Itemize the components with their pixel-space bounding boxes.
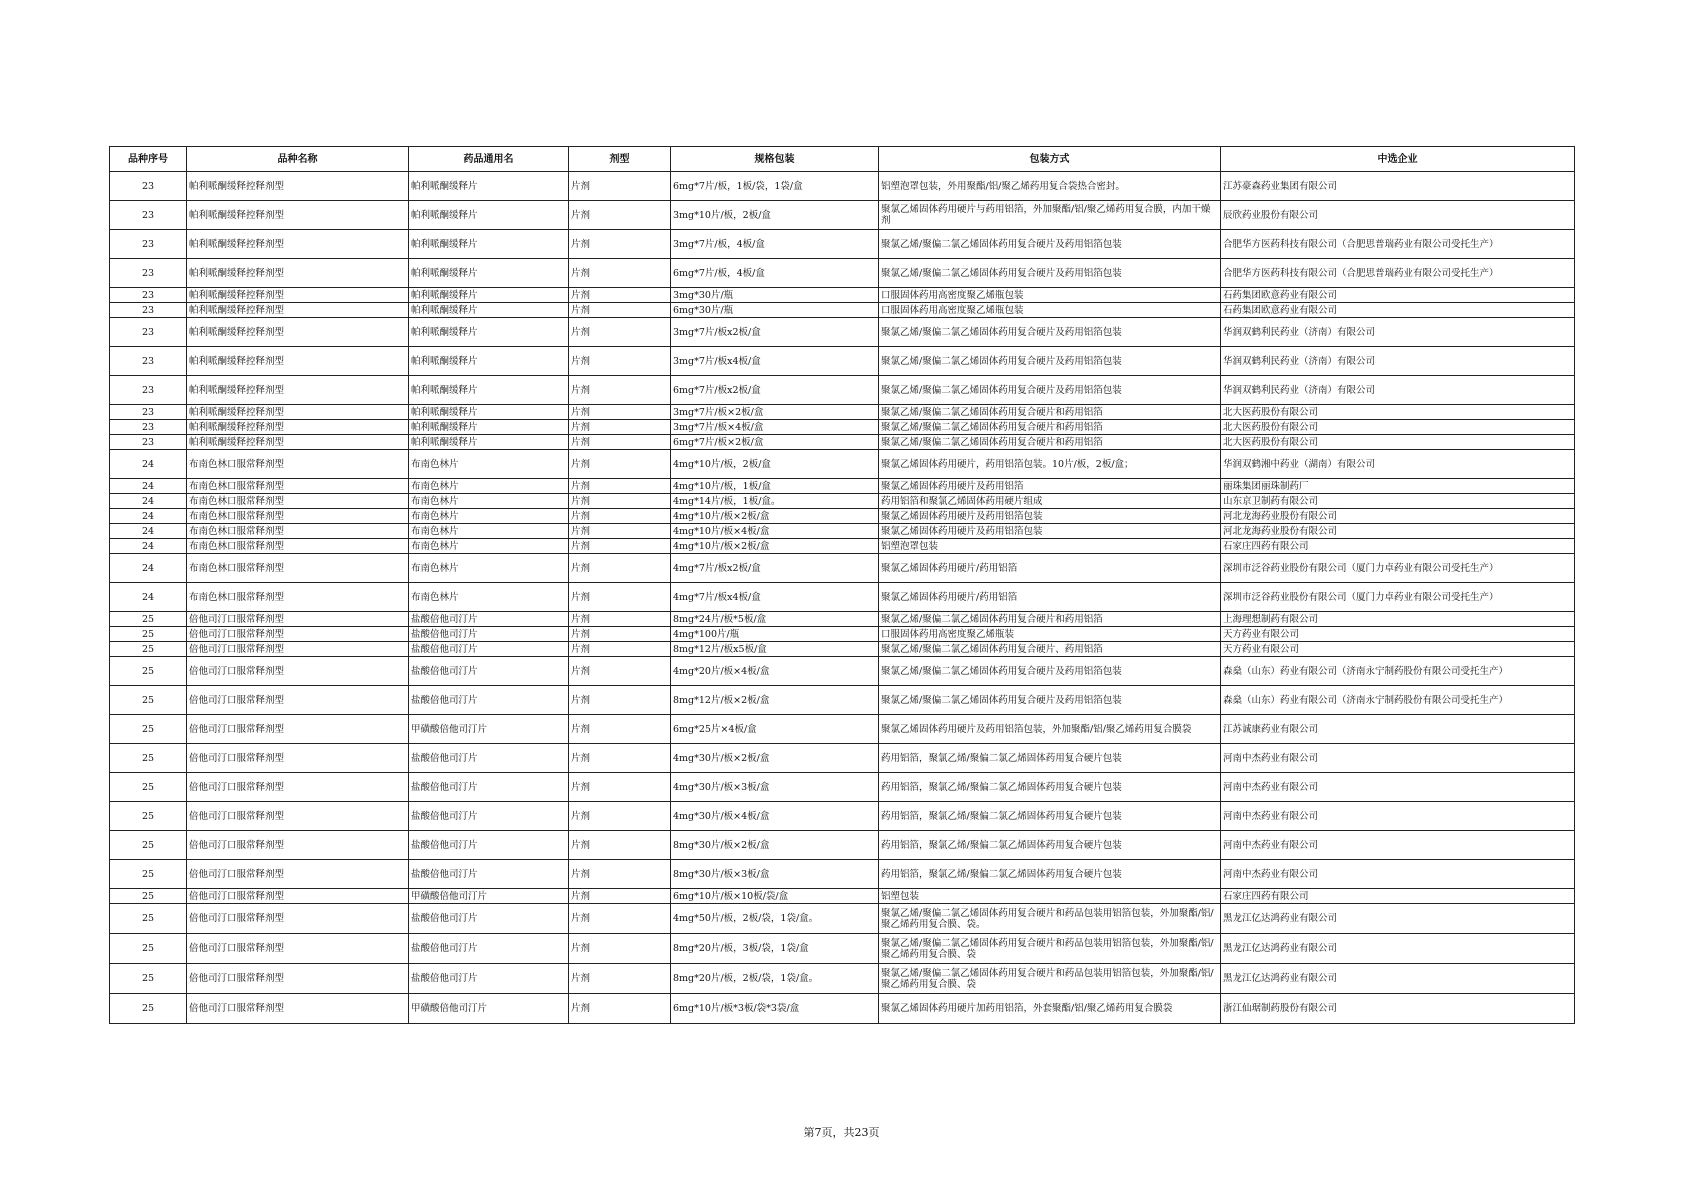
table-row	[110, 318, 1575, 347]
generic-name-cell: 布南色林片	[409, 583, 569, 612]
table-header-row	[110, 147, 1575, 172]
table-row	[110, 405, 1575, 420]
spec-cell: 3mg*7片/板×2板/盒	[671, 405, 879, 420]
packaging-cell: 聚氯乙烯固体药用硬片/药用铝箔	[879, 583, 1221, 612]
generic-name-cell: 盐酸倍他司汀片	[409, 773, 569, 802]
packaging-cell: 聚氯乙烯固体药用硬片及药用铝箔	[879, 479, 1221, 494]
generic-name-cell: 盐酸倍他司汀片	[409, 627, 569, 642]
spec-cell: 8mg*12片/板×2板/盒	[671, 686, 879, 715]
serial-cell: 25	[110, 773, 187, 802]
serial-cell: 23	[110, 405, 187, 420]
company-cell: 华润双鹤利民药业（济南）有限公司	[1221, 318, 1575, 347]
packaging-cell: 聚氯乙烯/聚偏二氯乙烯固体药用复合硬片和药用铝箔	[879, 420, 1221, 435]
packaging-cell: 口服固体药用高密度聚乙烯瓶包装	[879, 288, 1221, 303]
spec-cell: 4mg*100片/瓶	[671, 627, 879, 642]
packaging-cell: 聚氯乙烯/聚偏二氯乙烯固体药用复合硬片和药品包装用铝箔包装，外加聚酯/铝/聚乙烯药用复合膜、袋。	[879, 904, 1221, 934]
dosage-form-cell: 片剂	[569, 889, 671, 904]
company-cell: 河北龙海药业股份有限公司	[1221, 524, 1575, 539]
spec-cell: 3mg*7片/板×4板/盒	[671, 420, 879, 435]
packaging-cell: 聚氯乙烯/聚偏二氯乙烯固体药用复合硬片和药用铝箔	[879, 435, 1221, 450]
company-cell: 深圳市泛谷药业股份有限公司（厦门力卓药业有限公司受托生产）	[1221, 583, 1575, 612]
generic-name-cell: 布南色林片	[409, 479, 569, 494]
page-footer: 第7页，共23页	[803, 1126, 880, 1139]
col-header-serial: 品种序号	[110, 147, 187, 172]
table-row	[110, 994, 1575, 1024]
company-cell: 上海理想制药有限公司	[1221, 612, 1575, 627]
company-cell: 黑龙江亿达鸿药业有限公司	[1221, 934, 1575, 964]
table-row	[110, 303, 1575, 318]
dosage-form-cell: 片剂	[569, 860, 671, 889]
spec-cell: 8mg*20片/板，2板/袋，1袋/盒。	[671, 964, 879, 994]
company-cell: 北大医药股份有限公司	[1221, 435, 1575, 450]
company-cell: 河南中杰药业有限公司	[1221, 860, 1575, 889]
variety-cell: 布南色林口服常释剂型	[187, 450, 409, 479]
spec-cell: 8mg*24片/板*5板/盒	[671, 612, 879, 627]
spec-cell: 4mg*50片/板，2板/袋，1袋/盒。	[671, 904, 879, 934]
company-cell: 丽珠集团丽珠制药厂	[1221, 479, 1575, 494]
variety-cell: 帕利哌酮缓释控释剂型	[187, 288, 409, 303]
company-cell: 河北龙海药业股份有限公司	[1221, 509, 1575, 524]
serial-cell: 25	[110, 831, 187, 860]
variety-cell: 倍他司汀口服常释剂型	[187, 904, 409, 934]
generic-name-cell: 布南色林片	[409, 539, 569, 554]
table-row	[110, 420, 1575, 435]
dosage-form-cell: 片剂	[569, 172, 671, 201]
table-row	[110, 201, 1575, 230]
packaging-cell: 聚氯乙烯固体药用硬片与药用铝箔，外加聚酯/铝/聚乙烯药用复合膜，内加干燥剂	[879, 201, 1221, 230]
generic-name-cell: 盐酸倍他司汀片	[409, 934, 569, 964]
packaging-cell: 聚氯乙烯/聚偏二氯乙烯固体药用复合硬片和药用铝箔	[879, 612, 1221, 627]
packaging-cell: 药用铝箔，聚氯乙烯/聚偏二氯乙烯固体药用复合硬片包装	[879, 744, 1221, 773]
table-row	[110, 479, 1575, 494]
serial-cell: 25	[110, 715, 187, 744]
dosage-form-cell: 片剂	[569, 744, 671, 773]
generic-name-cell: 帕利哌酮缓释片	[409, 347, 569, 376]
serial-cell: 25	[110, 964, 187, 994]
serial-cell: 24	[110, 554, 187, 583]
dosage-form-cell: 片剂	[569, 934, 671, 964]
packaging-cell: 口服固体药用高密度聚乙烯瓶包装	[879, 303, 1221, 318]
spec-cell: 4mg*7片/板x2板/盒	[671, 554, 879, 583]
serial-cell: 23	[110, 303, 187, 318]
variety-cell: 帕利哌酮缓释控释剂型	[187, 230, 409, 259]
serial-cell: 24	[110, 494, 187, 509]
spec-cell: 4mg*7片/板x4板/盒	[671, 583, 879, 612]
dosage-form-cell: 片剂	[569, 494, 671, 509]
dosage-form-cell: 片剂	[569, 715, 671, 744]
table-row	[110, 744, 1575, 773]
generic-name-cell: 甲磺酸倍他司汀片	[409, 715, 569, 744]
company-cell: 石家庄四药有限公司	[1221, 539, 1575, 554]
generic-name-cell: 布南色林片	[409, 554, 569, 583]
table-row	[110, 686, 1575, 715]
packaging-cell: 聚氯乙烯/聚偏二氯乙烯固体药用复合硬片、药用铝箔	[879, 642, 1221, 657]
table-row	[110, 831, 1575, 860]
spec-cell: 4mg*10片/板，2板/盒	[671, 450, 879, 479]
generic-name-cell: 盐酸倍他司汀片	[409, 744, 569, 773]
dosage-form-cell: 片剂	[569, 612, 671, 627]
variety-cell: 倍他司汀口服常释剂型	[187, 964, 409, 994]
generic-name-cell: 盐酸倍他司汀片	[409, 860, 569, 889]
table-row	[110, 657, 1575, 686]
col-header-company: 中选企业	[1221, 147, 1575, 172]
serial-cell: 23	[110, 259, 187, 288]
company-cell: 华润双鹤利民药业（济南）有限公司	[1221, 376, 1575, 405]
variety-cell: 帕利哌酮缓释控释剂型	[187, 347, 409, 376]
company-cell: 山东京卫制药有限公司	[1221, 494, 1575, 509]
packaging-cell: 聚氯乙烯/聚偏二氯乙烯固体药用复合硬片和药品包装用铝箔包装，外加聚酯/铝/聚乙烯药用复合膜、袋	[879, 934, 1221, 964]
generic-name-cell: 盐酸倍他司汀片	[409, 831, 569, 860]
variety-cell: 帕利哌酮缓释控释剂型	[187, 318, 409, 347]
table-row	[110, 964, 1575, 994]
variety-cell: 倍他司汀口服常释剂型	[187, 642, 409, 657]
generic-name-cell: 布南色林片	[409, 450, 569, 479]
spec-cell: 6mg*7片/板×2板/盒	[671, 435, 879, 450]
packaging-cell: 铝塑泡罩包装，外用聚酯/铝/聚乙烯药用复合袋热合密封。	[879, 172, 1221, 201]
dosage-form-cell: 片剂	[569, 831, 671, 860]
packaging-cell: 药用铝箔和聚氯乙烯固体药用硬片组成	[879, 494, 1221, 509]
generic-name-cell: 盐酸倍他司汀片	[409, 904, 569, 934]
generic-name-cell: 布南色林片	[409, 494, 569, 509]
serial-cell: 24	[110, 450, 187, 479]
spec-cell: 4mg*10片/板×4板/盒	[671, 524, 879, 539]
generic-name-cell: 帕利哌酮缓释片	[409, 435, 569, 450]
spec-cell: 6mg*10片/板*3板/袋*3袋/盒	[671, 994, 879, 1024]
table-row	[110, 583, 1575, 612]
serial-cell: 25	[110, 934, 187, 964]
generic-name-cell: 帕利哌酮缓释片	[409, 259, 569, 288]
packaging-cell: 聚氯乙烯/聚偏二氯乙烯固体药用复合硬片及药用铝箔包装	[879, 259, 1221, 288]
serial-cell: 25	[110, 860, 187, 889]
serial-cell: 25	[110, 904, 187, 934]
packaging-cell: 药用铝箔，聚氯乙烯/聚偏二氯乙烯固体药用复合硬片包装	[879, 773, 1221, 802]
generic-name-cell: 盐酸倍他司汀片	[409, 612, 569, 627]
table-row	[110, 715, 1575, 744]
generic-name-cell: 盐酸倍他司汀片	[409, 802, 569, 831]
variety-cell: 帕利哌酮缓释控释剂型	[187, 420, 409, 435]
packaging-cell: 药用铝箔，聚氯乙烯/聚偏二氯乙烯固体药用复合硬片包装	[879, 860, 1221, 889]
table-row	[110, 376, 1575, 405]
spec-cell: 4mg*14片/板，1板/盒。	[671, 494, 879, 509]
table-body	[110, 172, 1575, 1024]
dosage-form-cell: 片剂	[569, 405, 671, 420]
dosage-form-cell: 片剂	[569, 627, 671, 642]
variety-cell: 布南色林口服常释剂型	[187, 494, 409, 509]
generic-name-cell: 帕利哌酮缓释片	[409, 201, 569, 230]
dosage-form-cell: 片剂	[569, 657, 671, 686]
packaging-cell: 聚氯乙烯/聚偏二氯乙烯固体药用复合硬片和药品包装用铝箔包装，外加聚酯/铝/聚乙烯药用复合膜、袋	[879, 964, 1221, 994]
table-row	[110, 627, 1575, 642]
table-row	[110, 612, 1575, 627]
serial-cell: 24	[110, 509, 187, 524]
serial-cell: 24	[110, 524, 187, 539]
serial-cell: 24	[110, 479, 187, 494]
variety-cell: 布南色林口服常释剂型	[187, 509, 409, 524]
variety-cell: 倍他司汀口服常释剂型	[187, 889, 409, 904]
generic-name-cell: 帕利哌酮缓释片	[409, 405, 569, 420]
table-row	[110, 860, 1575, 889]
company-cell: 黑龙江亿达鸿药业有限公司	[1221, 964, 1575, 994]
table-row	[110, 288, 1575, 303]
packaging-cell: 聚氯乙烯固体药用硬片/药用铝箔	[879, 554, 1221, 583]
variety-cell: 帕利哌酮缓释控释剂型	[187, 172, 409, 201]
col-header-spec: 规格包装	[671, 147, 879, 172]
dosage-form-cell: 片剂	[569, 509, 671, 524]
company-cell: 河南中杰药业有限公司	[1221, 831, 1575, 860]
generic-name-cell: 盐酸倍他司汀片	[409, 642, 569, 657]
company-cell: 河南中杰药业有限公司	[1221, 802, 1575, 831]
packaging-cell: 铝塑包装	[879, 889, 1221, 904]
table-row	[110, 172, 1575, 201]
dosage-form-cell: 片剂	[569, 642, 671, 657]
packaging-cell: 聚氯乙烯固体药用硬片及药用铝箔包装	[879, 524, 1221, 539]
table-row	[110, 934, 1575, 964]
serial-cell: 25	[110, 889, 187, 904]
generic-name-cell: 帕利哌酮缓释片	[409, 420, 569, 435]
company-cell: 辰欣药业股份有限公司	[1221, 201, 1575, 230]
generic-name-cell: 盐酸倍他司汀片	[409, 686, 569, 715]
packaging-cell: 聚氯乙烯/聚偏二氯乙烯固体药用复合硬片及药用铝箔包装	[879, 230, 1221, 259]
company-cell: 石药集团欧意药业有限公司	[1221, 288, 1575, 303]
packaging-cell: 聚氯乙烯/聚偏二氯乙烯固体药用复合硬片及药用铝箔包装	[879, 686, 1221, 715]
variety-cell: 帕利哌酮缓释控释剂型	[187, 376, 409, 405]
serial-cell: 23	[110, 347, 187, 376]
dosage-form-cell: 片剂	[569, 904, 671, 934]
packaging-cell: 聚氯乙烯/聚偏二氯乙烯固体药用复合硬片和药用铝箔	[879, 405, 1221, 420]
variety-cell: 倍他司汀口服常释剂型	[187, 831, 409, 860]
variety-cell: 倍他司汀口服常释剂型	[187, 715, 409, 744]
serial-cell: 25	[110, 612, 187, 627]
packaging-cell: 铝塑泡罩包装	[879, 539, 1221, 554]
col-header-packaging: 包装方式	[879, 147, 1221, 172]
dosage-form-cell: 片剂	[569, 347, 671, 376]
generic-name-cell: 帕利哌酮缓释片	[409, 172, 569, 201]
dosage-form-cell: 片剂	[569, 539, 671, 554]
spec-cell: 6mg*25片×4板/盒	[671, 715, 879, 744]
spec-cell: 3mg*7片/板x4板/盒	[671, 347, 879, 376]
serial-cell: 23	[110, 230, 187, 259]
packaging-cell: 聚氯乙烯/聚偏二氯乙烯固体药用复合硬片及药用铝箔包装	[879, 318, 1221, 347]
variety-cell: 布南色林口服常释剂型	[187, 539, 409, 554]
spec-cell: 8mg*30片/板×2板/盒	[671, 831, 879, 860]
variety-cell: 布南色林口服常释剂型	[187, 524, 409, 539]
serial-cell: 23	[110, 172, 187, 201]
dosage-form-cell: 片剂	[569, 201, 671, 230]
table-row	[110, 642, 1575, 657]
company-cell: 河南中杰药业有限公司	[1221, 773, 1575, 802]
dosage-form-cell: 片剂	[569, 964, 671, 994]
table-row	[110, 259, 1575, 288]
company-cell: 天方药业有限公司	[1221, 642, 1575, 657]
spec-cell: 4mg*10片/板×2板/盒	[671, 539, 879, 554]
generic-name-cell: 帕利哌酮缓释片	[409, 288, 569, 303]
serial-cell: 25	[110, 744, 187, 773]
spec-cell: 3mg*10片/板，2板/盒	[671, 201, 879, 230]
variety-cell: 倍他司汀口服常释剂型	[187, 934, 409, 964]
variety-cell: 帕利哌酮缓释控释剂型	[187, 405, 409, 420]
spec-cell: 4mg*10片/板，1板/盒	[671, 479, 879, 494]
dosage-form-cell: 片剂	[569, 259, 671, 288]
packaging-cell: 聚氯乙烯/聚偏二氯乙烯固体药用复合硬片及药用铝箔包装	[879, 347, 1221, 376]
company-cell: 河南中杰药业有限公司	[1221, 744, 1575, 773]
generic-name-cell: 帕利哌酮缓释片	[409, 376, 569, 405]
dosage-form-cell: 片剂	[569, 802, 671, 831]
spec-cell: 6mg*7片/板，1板/袋，1袋/盒	[671, 172, 879, 201]
packaging-cell: 口服固体药用高密度聚乙烯瓶装	[879, 627, 1221, 642]
dosage-form-cell: 片剂	[569, 318, 671, 347]
variety-cell: 倍他司汀口服常释剂型	[187, 773, 409, 802]
company-cell: 华润双鹤湘中药业（湖南）有限公司	[1221, 450, 1575, 479]
generic-name-cell: 帕利哌酮缓释片	[409, 318, 569, 347]
generic-name-cell: 甲磺酸倍他司汀片	[409, 994, 569, 1024]
spec-cell: 4mg*10片/板×2板/盒	[671, 509, 879, 524]
dosage-form-cell: 片剂	[569, 994, 671, 1024]
dosage-form-cell: 片剂	[569, 554, 671, 583]
packaging-cell: 药用铝箔，聚氯乙烯/聚偏二氯乙烯固体药用复合硬片包装	[879, 831, 1221, 860]
variety-cell: 布南色林口服常释剂型	[187, 554, 409, 583]
packaging-cell: 药用铝箔，聚氯乙烯/聚偏二氯乙烯固体药用复合硬片包装	[879, 802, 1221, 831]
generic-name-cell: 布南色林片	[409, 509, 569, 524]
serial-cell: 23	[110, 201, 187, 230]
serial-cell: 25	[110, 802, 187, 831]
spec-cell: 6mg*7片/板，4板/盒	[671, 259, 879, 288]
dosage-form-cell: 片剂	[569, 479, 671, 494]
serial-cell: 25	[110, 627, 187, 642]
serial-cell: 25	[110, 657, 187, 686]
dosage-form-cell: 片剂	[569, 435, 671, 450]
packaging-cell: 聚氯乙烯固体药用硬片，药用铝箔包装。10片/板，2板/盒；	[879, 450, 1221, 479]
packaging-cell: 聚氯乙烯/聚偏二氯乙烯固体药用复合硬片及药用铝箔包装	[879, 657, 1221, 686]
variety-cell: 帕利哌酮缓释控释剂型	[187, 435, 409, 450]
table-row	[110, 450, 1575, 479]
spec-cell: 3mg*7片/板x2板/盒	[671, 318, 879, 347]
packaging-cell: 聚氯乙烯固体药用硬片加药用铝箔，外套聚酯/铝/聚乙烯药用复合膜袋	[879, 994, 1221, 1024]
serial-cell: 25	[110, 994, 187, 1024]
variety-cell: 倍他司汀口服常释剂型	[187, 860, 409, 889]
spec-cell: 6mg*7片/板x2板/盒	[671, 376, 879, 405]
dosage-form-cell: 片剂	[569, 376, 671, 405]
company-cell: 江苏诚康药业有限公司	[1221, 715, 1575, 744]
procurement-table	[109, 146, 1575, 1024]
serial-cell: 24	[110, 583, 187, 612]
company-cell: 北大医药股份有限公司	[1221, 405, 1575, 420]
company-cell: 北大医药股份有限公司	[1221, 420, 1575, 435]
dosage-form-cell: 片剂	[569, 230, 671, 259]
variety-cell: 倍他司汀口服常释剂型	[187, 802, 409, 831]
variety-cell: 倍他司汀口服常释剂型	[187, 657, 409, 686]
spec-cell: 4mg*30片/板×2板/盒	[671, 744, 879, 773]
col-header-variety: 品种名称	[187, 147, 409, 172]
spec-cell: 6mg*30片/瓶	[671, 303, 879, 318]
variety-cell: 倍他司汀口服常释剂型	[187, 994, 409, 1024]
dosage-form-cell: 片剂	[569, 773, 671, 802]
dosage-form-cell: 片剂	[569, 288, 671, 303]
dosage-form-cell: 片剂	[569, 686, 671, 715]
generic-name-cell: 甲磺酸倍他司汀片	[409, 889, 569, 904]
table-row	[110, 802, 1575, 831]
company-cell: 合肥华方医药科技有限公司（合肥思普瑞药业有限公司受托生产）	[1221, 230, 1575, 259]
generic-name-cell: 帕利哌酮缓释片	[409, 230, 569, 259]
variety-cell: 倍他司汀口服常释剂型	[187, 612, 409, 627]
dosage-form-cell: 片剂	[569, 420, 671, 435]
company-cell: 江苏豪森药业集团有限公司	[1221, 172, 1575, 201]
table-row	[110, 347, 1575, 376]
table-row	[110, 230, 1575, 259]
spec-cell: 3mg*7片/板，4板/盒	[671, 230, 879, 259]
generic-name-cell: 盐酸倍他司汀片	[409, 657, 569, 686]
spec-cell: 8mg*20片/板，3板/袋，1袋/盒	[671, 934, 879, 964]
table-row	[110, 435, 1575, 450]
spec-cell: 4mg*20片/板×4板/盒	[671, 657, 879, 686]
variety-cell: 布南色林口服常释剂型	[187, 583, 409, 612]
table-row	[110, 554, 1575, 583]
variety-cell: 帕利哌酮缓释控释剂型	[187, 303, 409, 318]
serial-cell: 24	[110, 539, 187, 554]
company-cell: 森燊（山东）药业有限公司（济南永宁制药股份有限公司受托生产）	[1221, 686, 1575, 715]
serial-cell: 23	[110, 288, 187, 303]
company-cell: 黑龙江亿达鸿药业有限公司	[1221, 904, 1575, 934]
company-cell: 森燊（山东）药业有限公司（济南永宁制药股份有限公司受托生产）	[1221, 657, 1575, 686]
serial-cell: 25	[110, 686, 187, 715]
spec-cell: 8mg*12片/板x5板/盒	[671, 642, 879, 657]
company-cell: 石家庄四药有限公司	[1221, 889, 1575, 904]
table-row	[110, 904, 1575, 934]
dosage-form-cell: 片剂	[569, 583, 671, 612]
packaging-cell: 聚氯乙烯固体药用硬片及药用铝箔包装	[879, 509, 1221, 524]
generic-name-cell: 布南色林片	[409, 524, 569, 539]
variety-cell: 布南色林口服常释剂型	[187, 479, 409, 494]
serial-cell: 23	[110, 318, 187, 347]
company-cell: 石药集团欧意药业有限公司	[1221, 303, 1575, 318]
spec-cell: 4mg*30片/板×3板/盒	[671, 773, 879, 802]
company-cell: 天方药业有限公司	[1221, 627, 1575, 642]
spec-cell: 3mg*30片/瓶	[671, 288, 879, 303]
packaging-cell: 聚氯乙烯固体药用硬片及药用铝箔包装，外加聚酯/铝/聚乙烯药用复合膜袋	[879, 715, 1221, 744]
company-cell: 浙江仙琚制药股份有限公司	[1221, 994, 1575, 1024]
variety-cell: 倍他司汀口服常释剂型	[187, 627, 409, 642]
table-row	[110, 773, 1575, 802]
dosage-form-cell: 片剂	[569, 524, 671, 539]
table-row	[110, 524, 1575, 539]
company-cell: 深圳市泛谷药业股份有限公司（厦门力卓药业有限公司受托生产）	[1221, 554, 1575, 583]
spec-cell: 8mg*30片/板×3板/盒	[671, 860, 879, 889]
col-header-generic-name: 药品通用名	[409, 147, 569, 172]
serial-cell: 23	[110, 376, 187, 405]
serial-cell: 23	[110, 420, 187, 435]
serial-cell: 23	[110, 435, 187, 450]
company-cell: 华润双鹤利民药业（济南）有限公司	[1221, 347, 1575, 376]
generic-name-cell: 帕利哌酮缓释片	[409, 303, 569, 318]
serial-cell: 25	[110, 642, 187, 657]
table-row	[110, 539, 1575, 554]
table-row	[110, 889, 1575, 904]
generic-name-cell: 盐酸倍他司汀片	[409, 964, 569, 994]
table-row	[110, 494, 1575, 509]
spec-cell: 4mg*30片/板×4板/盒	[671, 802, 879, 831]
variety-cell: 帕利哌酮缓释控释剂型	[187, 201, 409, 230]
col-header-dosage-form: 剂型	[569, 147, 671, 172]
company-cell: 合肥华方医药科技有限公司（合肥思普瑞药业有限公司受托生产）	[1221, 259, 1575, 288]
packaging-cell: 聚氯乙烯/聚偏二氯乙烯固体药用复合硬片及药用铝箔包装	[879, 376, 1221, 405]
dosage-form-cell: 片剂	[569, 303, 671, 318]
spec-cell: 6mg*10片/板×10板/袋/盒	[671, 889, 879, 904]
table-row	[110, 509, 1575, 524]
variety-cell: 倍他司汀口服常释剂型	[187, 744, 409, 773]
variety-cell: 倍他司汀口服常释剂型	[187, 686, 409, 715]
variety-cell: 帕利哌酮缓释控释剂型	[187, 259, 409, 288]
dosage-form-cell: 片剂	[569, 450, 671, 479]
